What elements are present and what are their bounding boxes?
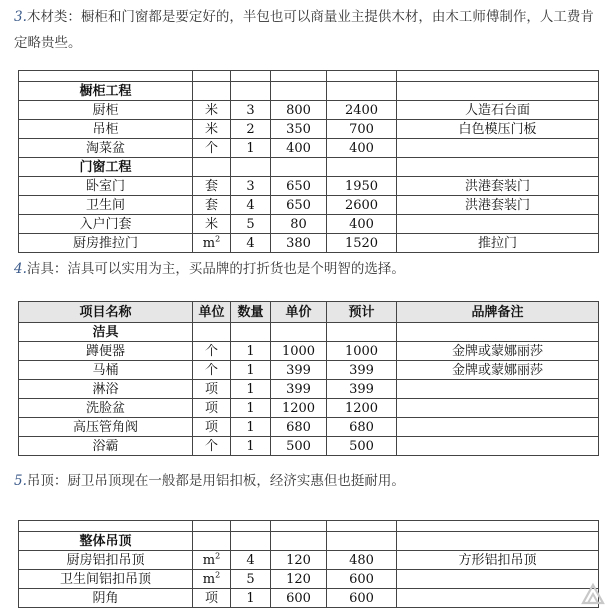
cell-name: 高压管角阀 — [19, 418, 193, 437]
cell-unit: 米 — [193, 215, 231, 234]
cell-total: 500 — [327, 437, 397, 456]
cell-note — [397, 215, 599, 234]
table-row — [19, 570, 599, 589]
cell-price: 1200 — [271, 399, 327, 418]
cell-qty: 1 — [231, 418, 271, 437]
cell-note: 洪港套装门 — [397, 196, 599, 215]
table-row — [19, 380, 599, 399]
cell-qty: 3 — [231, 101, 271, 120]
cell-note — [397, 418, 599, 437]
cell-total — [327, 158, 397, 177]
cell-qty: 2 — [231, 120, 271, 139]
cell-name: 卧室门 — [19, 177, 193, 196]
cell-total — [327, 532, 397, 551]
cell-total: 680 — [327, 418, 397, 437]
cell-unit: $m^2$ — [193, 551, 231, 570]
cell-name: 蹲便器 — [19, 342, 193, 361]
section5-number: 5. — [14, 473, 27, 489]
table-row — [19, 361, 599, 380]
cell-price: 120 — [271, 551, 327, 570]
cell-price: 80 — [271, 215, 327, 234]
cell-price: 800 — [271, 101, 327, 120]
cell-note — [397, 158, 599, 177]
cell-unit: 项 — [193, 418, 231, 437]
table-section-row — [19, 323, 599, 342]
cell-name: 厨柜 — [19, 101, 193, 120]
cell-qty — [231, 323, 271, 342]
cell-qty: 5 — [231, 570, 271, 589]
cell-note — [397, 399, 599, 418]
cell-qty: 1 — [231, 589, 271, 608]
cell-note — [397, 570, 599, 589]
cell-note: 白色模压门板 — [397, 120, 599, 139]
cell-price: 400 — [271, 139, 327, 158]
cell-qty: 1 — [231, 437, 271, 456]
cell-total: 400 — [327, 139, 397, 158]
table-row-cut — [19, 71, 599, 82]
cell-qty: 1 — [231, 380, 271, 399]
cell-unit: 米 — [193, 120, 231, 139]
cell-total: 1950 — [327, 177, 397, 196]
cell-qty: 1 — [231, 139, 271, 158]
cell-total — [327, 82, 397, 101]
cell-unit — [193, 158, 231, 177]
cell-unit: 个 — [193, 361, 231, 380]
cell-unit: 个 — [193, 139, 231, 158]
cell-unit — [193, 82, 231, 101]
cell-qty: 5 — [231, 215, 271, 234]
header-note: 品牌备注 — [397, 302, 599, 323]
cell-qty: 4 — [231, 551, 271, 570]
cell-note — [397, 82, 599, 101]
section4-paragraph — [14, 256, 594, 282]
cell-note — [397, 380, 599, 399]
table-row — [19, 399, 599, 418]
cell-total: 1200 — [327, 399, 397, 418]
cell-note: 方形铝扣吊顶 — [397, 551, 599, 570]
section3-paragraph — [14, 4, 594, 56]
cell-price: 399 — [271, 361, 327, 380]
cell-unit: $m^2$ — [193, 234, 231, 253]
cell-note — [397, 532, 599, 551]
cell-total: 1520 — [327, 234, 397, 253]
cell-name: 橱柜工程 — [19, 82, 193, 101]
cell-price: 680 — [271, 418, 327, 437]
cell-name: 洗脸盆 — [19, 399, 193, 418]
cell-qty — [231, 82, 271, 101]
cell-price — [271, 323, 327, 342]
cell-price: 600 — [271, 589, 327, 608]
cell-name: 整体吊顶 — [19, 532, 193, 551]
cell-qty: 1 — [231, 399, 271, 418]
table-row — [19, 196, 599, 215]
cell-note: 推拉门 — [397, 234, 599, 253]
cell-qty: 4 — [231, 234, 271, 253]
table-row — [19, 215, 599, 234]
cell-name: 卫生间 — [19, 196, 193, 215]
cell-name: 马桶 — [19, 361, 193, 380]
cell-name: 入户门套 — [19, 215, 193, 234]
cell-price — [271, 82, 327, 101]
cell-total — [327, 323, 397, 342]
cell-price: 500 — [271, 437, 327, 456]
cell-total: 2400 — [327, 101, 397, 120]
cell-name: 淋浴 — [19, 380, 193, 399]
section4-text: 洁具：洁具可以实用为主，买品牌的打折货也是个明智的选择。 — [26, 261, 405, 277]
cell-name: 门窗工程 — [19, 158, 193, 177]
cell-total: 1000 — [327, 342, 397, 361]
cell-unit: 个 — [193, 342, 231, 361]
cell-name: 厨房铝扣吊顶 — [19, 551, 193, 570]
cell-name: 淘菜盆 — [19, 139, 193, 158]
cell-note — [397, 437, 599, 456]
cell-total: 600 — [327, 570, 397, 589]
table-section-row — [19, 158, 599, 177]
cell-note: 金牌或蒙娜丽莎 — [397, 342, 599, 361]
cell-note: 金牌或蒙娜丽莎 — [397, 361, 599, 380]
cell-name: 卫生间铝扣吊顶 — [19, 570, 193, 589]
cell-name: 厨房推拉门 — [19, 234, 193, 253]
sanitary-ware-table — [18, 301, 599, 456]
table-row — [19, 437, 599, 456]
app-logo-icon — [580, 581, 606, 607]
table-row — [19, 234, 599, 253]
cell-price: 380 — [271, 234, 327, 253]
table-section-row — [19, 82, 599, 101]
cell-qty: 3 — [231, 177, 271, 196]
header-total: 预计 — [327, 302, 397, 323]
unit-superscript: 2 — [215, 570, 221, 580]
ceiling-table — [18, 520, 599, 608]
cell-note — [397, 323, 599, 342]
cell-unit: 套 — [193, 177, 231, 196]
cell-price: 399 — [271, 380, 327, 399]
cell-price: 120 — [271, 570, 327, 589]
cell-total: 700 — [327, 120, 397, 139]
header-price: 单价 — [271, 302, 327, 323]
cell-price: 1000 — [271, 342, 327, 361]
table-header-row — [19, 302, 599, 323]
cell-price: 350 — [271, 120, 327, 139]
header-unit: 单位 — [193, 302, 231, 323]
cell-total: 480 — [327, 551, 397, 570]
section5-paragraph — [14, 468, 594, 494]
cell-total: 399 — [327, 361, 397, 380]
cell-note — [397, 139, 599, 158]
table-row — [19, 139, 599, 158]
cell-unit: 项 — [193, 589, 231, 608]
table-row — [19, 418, 599, 437]
table-row-cut — [19, 521, 599, 532]
cell-name: 浴霸 — [19, 437, 193, 456]
header-qty: 数量 — [231, 302, 271, 323]
unit-superscript: 2 — [215, 234, 221, 244]
cell-total: 2600 — [327, 196, 397, 215]
cell-price — [271, 158, 327, 177]
table-row — [19, 551, 599, 570]
cell-unit — [193, 532, 231, 551]
table-row — [19, 177, 599, 196]
header-name: 项目名称 — [19, 302, 193, 323]
table-row — [19, 101, 599, 120]
cell-name: 阴角 — [19, 589, 193, 608]
cell-qty: 4 — [231, 196, 271, 215]
cell-name: 吊柜 — [19, 120, 193, 139]
cell-total: 400 — [327, 215, 397, 234]
cell-unit: 米 — [193, 101, 231, 120]
section4-number: 4. — [14, 261, 27, 277]
cell-price: 650 — [271, 177, 327, 196]
section3-number: 3. — [14, 9, 27, 25]
cell-unit: 项 — [193, 399, 231, 418]
cell-unit: $m^2$ — [193, 570, 231, 589]
cell-qty: 1 — [231, 342, 271, 361]
cell-total: 399 — [327, 380, 397, 399]
cell-name: 洁具 — [19, 323, 193, 342]
cell-unit: 个 — [193, 437, 231, 456]
cell-unit: 套 — [193, 196, 231, 215]
table-row — [19, 120, 599, 139]
table-section-row — [19, 532, 599, 551]
cell-qty: 1 — [231, 361, 271, 380]
cell-unit: 项 — [193, 380, 231, 399]
cell-price: 650 — [271, 196, 327, 215]
woodwork-table — [18, 70, 599, 253]
table-row — [19, 342, 599, 361]
unit-superscript: 2 — [215, 551, 221, 561]
cell-total: 600 — [327, 589, 397, 608]
section3-text: 木材类：橱柜和门窗都是要定好的，半包也可以商量业主提供木材，由木工师傅制作，人工费肯定略贵些。 — [14, 9, 594, 51]
cell-qty — [231, 158, 271, 177]
cell-qty — [231, 532, 271, 551]
cell-unit — [193, 323, 231, 342]
cell-price — [271, 532, 327, 551]
section5-text: 吊顶：厨卫吊顶现在一般都是用铝扣板，经济实惠但也挺耐用。 — [26, 473, 405, 489]
cell-note: 人造石台面 — [397, 101, 599, 120]
cell-note: 洪港套装门 — [397, 177, 599, 196]
table-row — [19, 589, 599, 608]
cell-note — [397, 589, 599, 608]
